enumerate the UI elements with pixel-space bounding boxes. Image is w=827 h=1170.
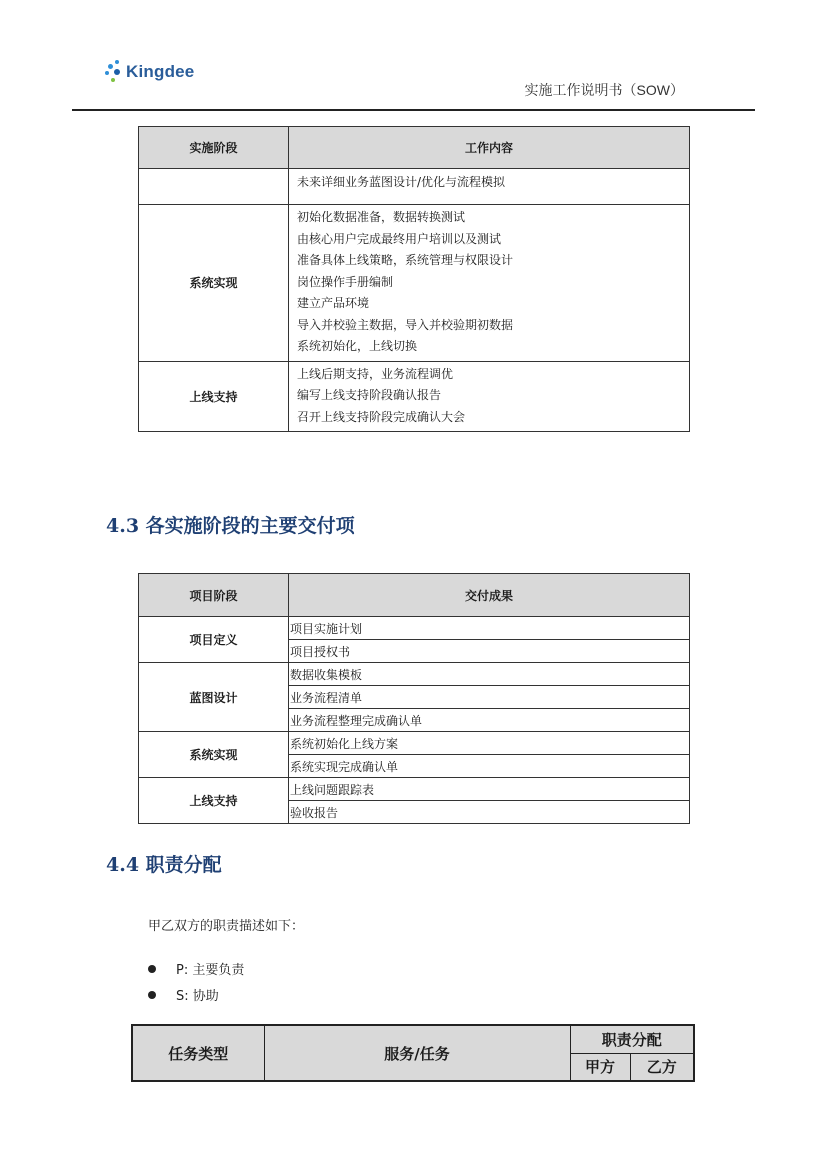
logo-dot-icon bbox=[105, 71, 109, 75]
table-header-deliverable: 交付成果 bbox=[289, 574, 690, 617]
deliverable-cell: 项目实施计划 bbox=[289, 617, 690, 640]
table-header-task-type: 任务类型 bbox=[132, 1025, 264, 1081]
bullet-text: P: 主要负责 bbox=[176, 963, 245, 978]
section-heading-4-3: 4.3 各实施阶段的主要交付项 bbox=[106, 515, 355, 537]
deliverable-cell: 业务流程清单 bbox=[289, 686, 690, 709]
content-line: 导入并校验主数据，导入并校验期初数据 bbox=[297, 317, 514, 332]
document-title: 实施工作说明书（SOW） bbox=[524, 82, 684, 98]
content-line: 初始化数据准备，数据转换测试 bbox=[297, 210, 466, 224]
bullet-icon bbox=[148, 991, 156, 999]
stage-cell: 系统实现 bbox=[139, 205, 289, 362]
table-header-content: 工作内容 bbox=[289, 127, 690, 169]
content-line: 由核心用户完成最终用户培训以及测试 bbox=[297, 231, 502, 246]
stage-cell: 上线支持 bbox=[139, 778, 289, 824]
deliverable-cell: 数据收集模板 bbox=[289, 663, 690, 686]
bullet-text: S: 协助 bbox=[176, 989, 219, 1004]
deliverable-cell: 验收报告 bbox=[289, 801, 690, 824]
table-row bbox=[139, 361, 690, 432]
table-row bbox=[139, 732, 690, 755]
logo-dot-icon bbox=[108, 64, 113, 69]
content-line: 岗位操作手册编制 bbox=[297, 274, 394, 289]
deliverables-table bbox=[138, 573, 690, 824]
content-line: 未来详细业务蓝图设计/优化与流程模拟 bbox=[297, 175, 506, 189]
stage-cell bbox=[139, 169, 289, 205]
deliverable-cell: 系统初始化上线方案 bbox=[289, 732, 690, 755]
table-header-service: 服务/任务 bbox=[264, 1025, 570, 1081]
implementation-work-table bbox=[138, 126, 690, 432]
table-header-party-b: 乙方 bbox=[630, 1053, 694, 1081]
list-item bbox=[148, 985, 219, 1004]
logo-text: Kingdee bbox=[126, 62, 195, 81]
table-row bbox=[139, 778, 690, 801]
list-item bbox=[148, 959, 244, 978]
content-cell bbox=[289, 169, 690, 205]
table-header-party-a: 甲方 bbox=[570, 1053, 630, 1081]
stage-cell: 上线支持 bbox=[139, 361, 289, 432]
logo-dot-icon bbox=[111, 78, 115, 82]
stage-cell: 系统实现 bbox=[139, 732, 289, 778]
deliverable-cell: 项目授权书 bbox=[289, 640, 690, 663]
table-header-phase: 项目阶段 bbox=[139, 574, 289, 617]
content-line: 上线后期支持，业务流程调优 bbox=[297, 366, 454, 381]
content-cell bbox=[289, 361, 690, 432]
deliverable-cell: 业务流程整理完成确认单 bbox=[289, 709, 690, 732]
logo-dot-icon bbox=[115, 60, 119, 64]
content-line: 建立产品环境 bbox=[297, 296, 370, 310]
content-line: 准备具体上线策略，系统管理与权限设计 bbox=[297, 253, 514, 267]
bullet-icon bbox=[148, 965, 156, 973]
table-row bbox=[139, 205, 690, 362]
table-row bbox=[139, 663, 690, 686]
header-divider bbox=[72, 109, 755, 111]
table-row bbox=[139, 617, 690, 640]
section-heading-4-4: 4.4 职责分配 bbox=[106, 854, 222, 876]
kingdee-logo bbox=[102, 58, 212, 86]
table-row bbox=[139, 169, 690, 205]
stage-cell: 蓝图设计 bbox=[139, 663, 289, 732]
content-line: 系统初始化，上线切换 bbox=[297, 339, 418, 353]
content-cell bbox=[289, 205, 690, 362]
logo-dot-icon bbox=[114, 69, 120, 75]
content-line: 召开上线支持阶段完成确认大会 bbox=[297, 409, 466, 424]
responsibility-table bbox=[131, 1024, 695, 1082]
deliverable-cell: 系统实现完成确认单 bbox=[289, 755, 690, 778]
table-header-stage: 实施阶段 bbox=[139, 127, 289, 169]
deliverable-cell: 上线问题跟踪表 bbox=[289, 778, 690, 801]
table-header-duty: 职责分配 bbox=[570, 1025, 694, 1053]
content-line: 编写上线支持阶段确认报告 bbox=[297, 388, 442, 402]
intro-paragraph: 甲乙双方的职责描述如下： bbox=[148, 919, 305, 934]
stage-cell: 项目定义 bbox=[139, 617, 289, 663]
